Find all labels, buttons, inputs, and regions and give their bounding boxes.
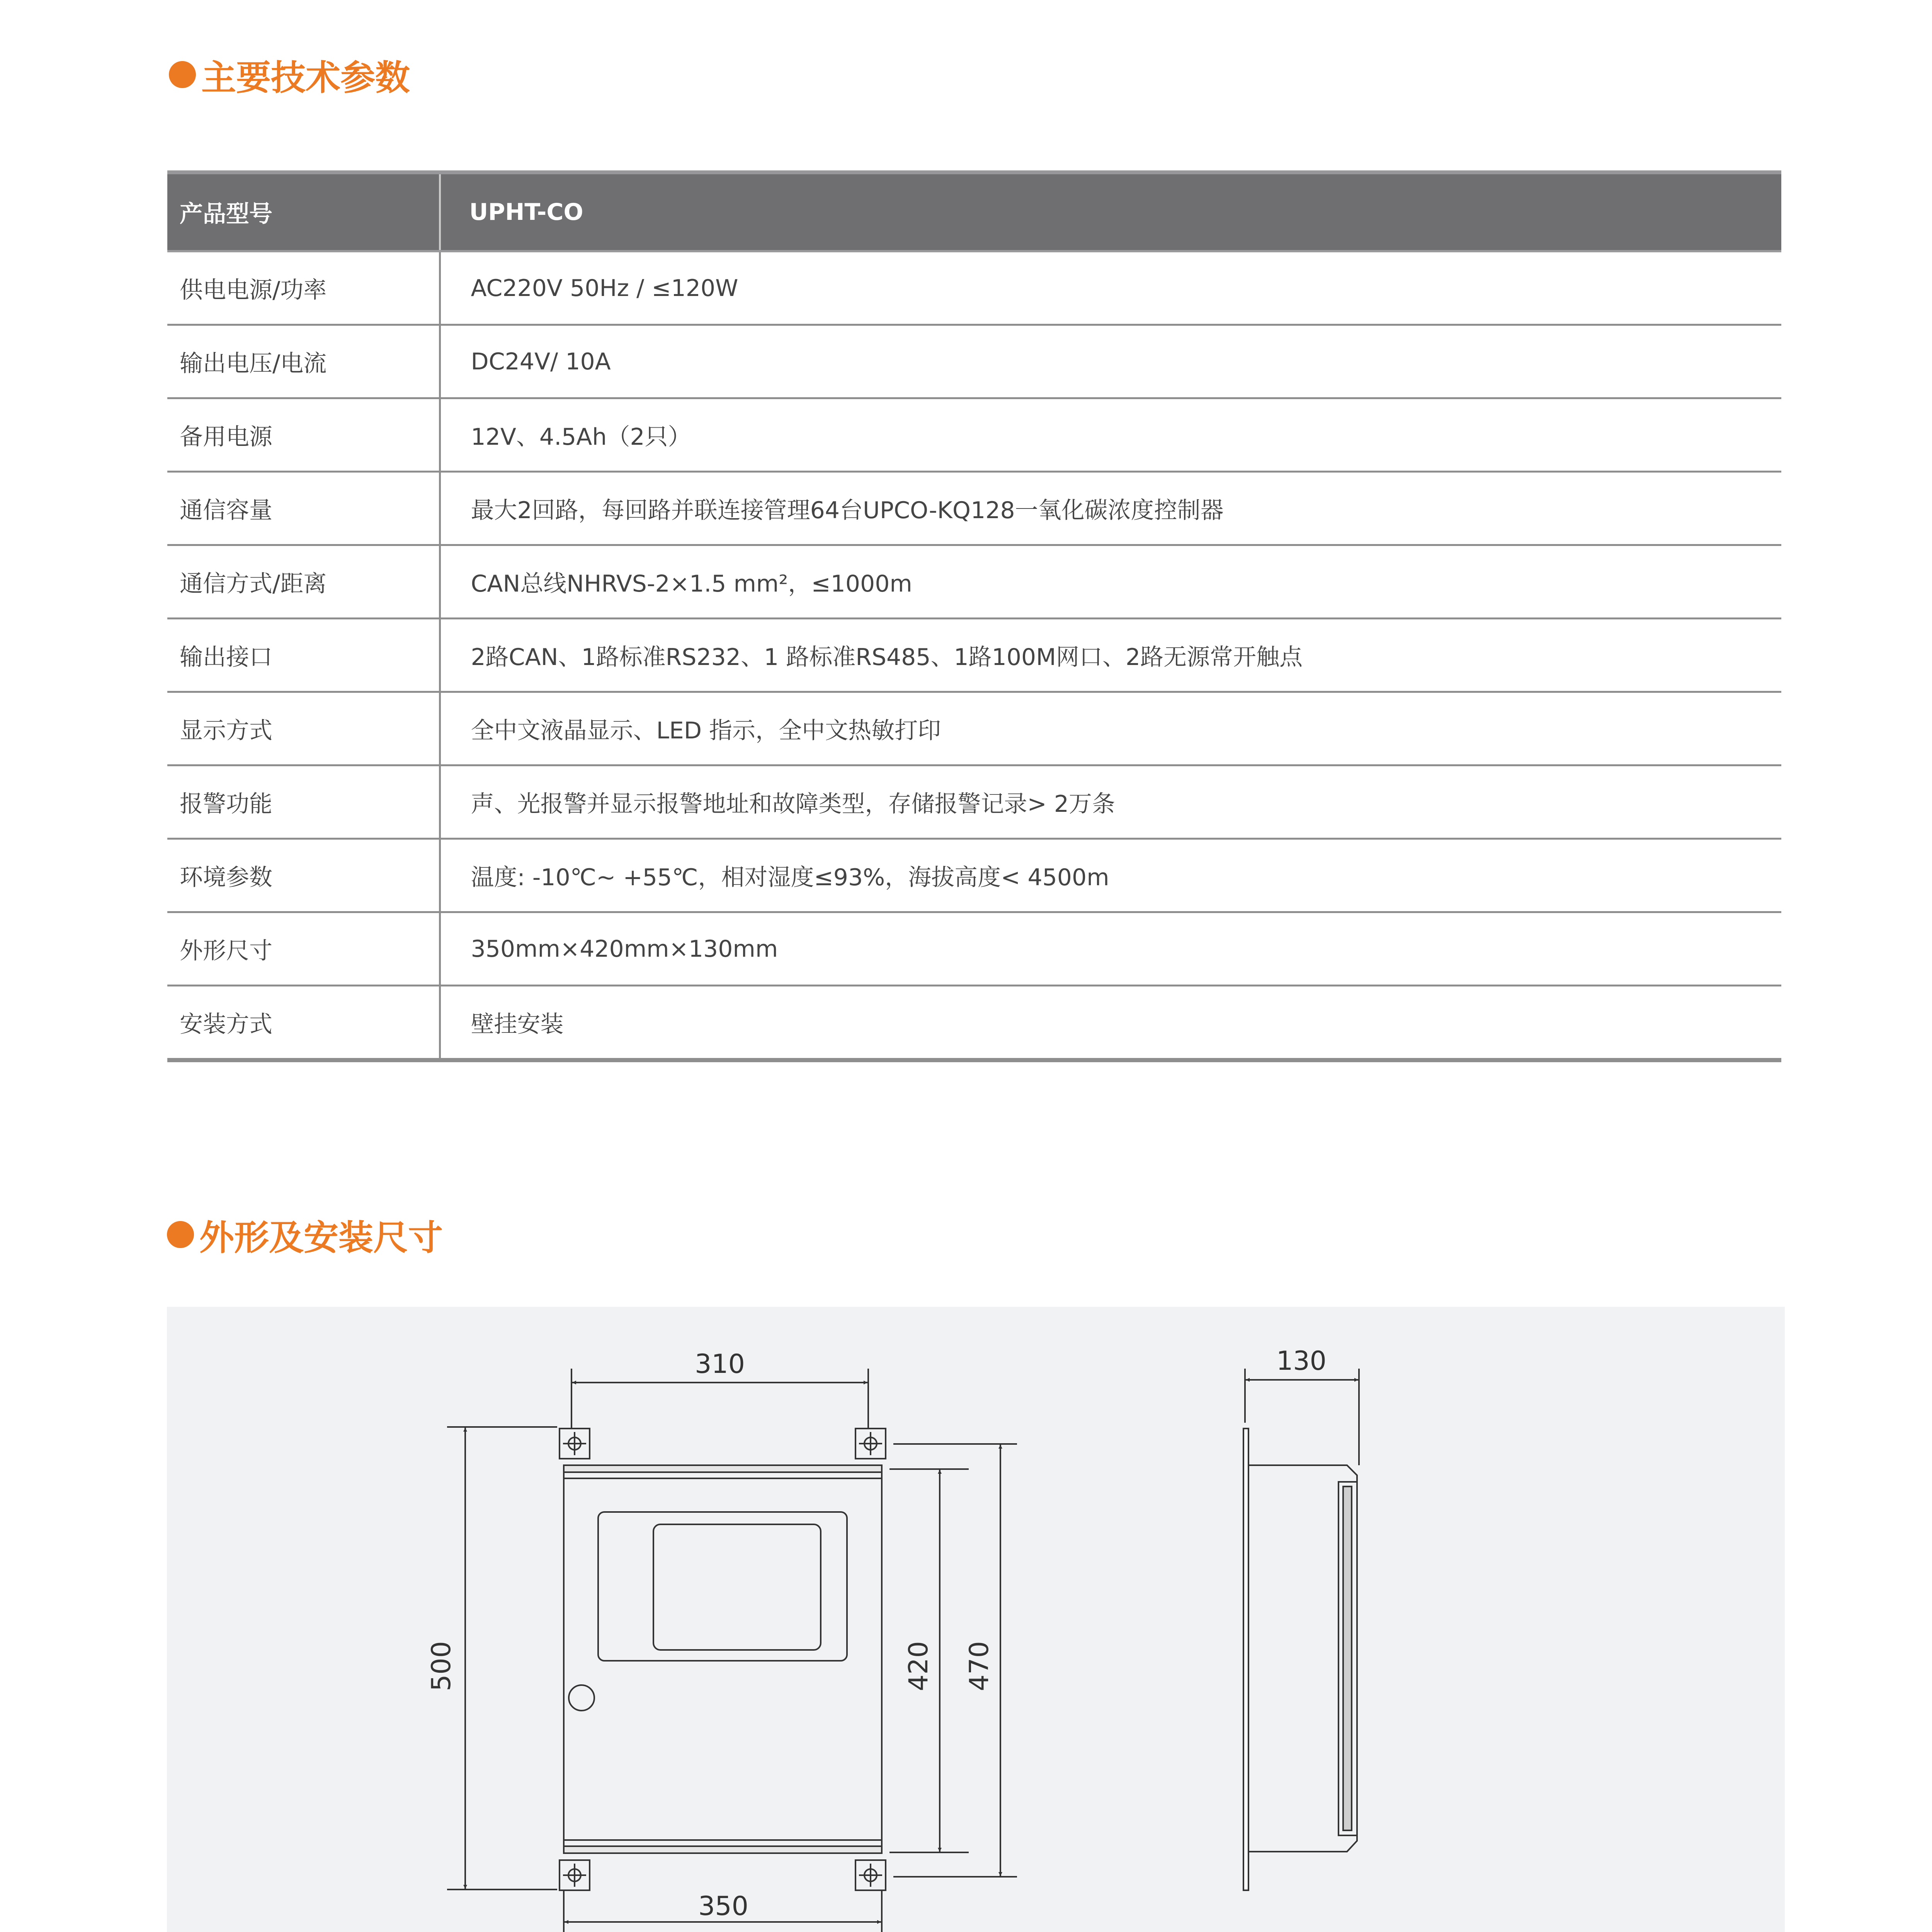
section-title-dimensions <box>167 1209 443 1260</box>
dim-label-470: 470 <box>964 1641 995 1691</box>
row-value: 12V、4.5Ah（2只） <box>440 398 1781 472</box>
mounting-hole-icon <box>563 1432 882 1887</box>
display-window <box>598 1512 847 1661</box>
table-header-row <box>167 172 1781 251</box>
bottom-mounting-bracket <box>560 1840 886 1890</box>
row-key: 输出接口 <box>167 619 440 692</box>
row-value: 全中文液晶显示、LED 指示，全中文热敏打印 <box>440 692 1781 765</box>
orange-bullet-icon <box>169 61 196 88</box>
dim-label-130: 130 <box>1276 1346 1327 1376</box>
row-key: 报警功能 <box>167 765 440 839</box>
row-value: DC24V/ 10A <box>440 325 1781 398</box>
orange-bullet-icon <box>167 1221 194 1248</box>
table-row <box>167 251 1781 325</box>
door-lock-icon <box>569 1685 594 1711</box>
dimension-drawing <box>167 1307 1785 1932</box>
table-row <box>167 325 1781 398</box>
table-row <box>167 545 1781 619</box>
table-row <box>167 472 1781 545</box>
top-mounting-bracket <box>560 1429 886 1478</box>
row-key: 外形尺寸 <box>167 912 440 986</box>
dim-line-depth <box>1245 1369 1359 1465</box>
row-value: CAN总线NHRVS-2×1.5 mm²，≤1000m <box>440 545 1781 619</box>
dimension-drawing-panel <box>167 1307 1785 1932</box>
lcd-screen <box>653 1524 821 1650</box>
dim-line-overall-height <box>447 1427 557 1889</box>
table-row <box>167 765 1781 839</box>
side-view-cabinet <box>1243 1429 1357 1890</box>
dim-label-350: 350 <box>698 1891 748 1922</box>
header-key: 产品型号 <box>167 172 440 251</box>
table-row <box>167 619 1781 692</box>
row-key: 通信方式/距离 <box>167 545 440 619</box>
row-value: 温度: -10℃~ +55℃，相对湿度≤93%，海拔高度< 4500m <box>440 839 1781 912</box>
table-row <box>167 912 1781 986</box>
table-row <box>167 986 1781 1060</box>
section-title-text: 主要技术参数 <box>201 58 410 98</box>
row-key: 环境参数 <box>167 839 440 912</box>
row-value: 2路CAN、1路标准RS232、1 路标准RS485、1路100M网口、2路无源常开触点 <box>440 619 1781 692</box>
specs-table <box>167 170 1781 1062</box>
table-row <box>167 839 1781 912</box>
row-key: 显示方式 <box>167 692 440 765</box>
row-key: 供电电源/功率 <box>167 251 440 325</box>
row-value: 壁挂安装 <box>440 986 1781 1060</box>
row-key: 安装方式 <box>167 986 440 1060</box>
cabinet-body <box>564 1478 882 1840</box>
row-value: 声、光报警并显示报警地址和故障类型，存储报警记录> 2万条 <box>440 765 1781 839</box>
row-key: 备用电源 <box>167 398 440 472</box>
table-row <box>167 398 1781 472</box>
dim-label-500: 500 <box>426 1641 457 1691</box>
dim-label-310: 310 <box>695 1349 745 1379</box>
row-key: 通信容量 <box>167 472 440 545</box>
row-value: AC220V 50Hz / ≤120W <box>440 251 1781 325</box>
header-value: UPHT-CO <box>440 172 1781 251</box>
row-value: 350mm×420mm×130mm <box>440 912 1781 986</box>
section-title-text: 外形及安装尺寸 <box>199 1218 443 1258</box>
section-title-specs <box>169 49 410 100</box>
row-value: 最大2回路，每回路并联连接管理64台UPCO-KQ128一氧化碳浓度控制器 <box>440 472 1781 545</box>
row-key: 输出电压/电流 <box>167 325 440 398</box>
table-row <box>167 692 1781 765</box>
dim-label-420: 420 <box>903 1641 934 1691</box>
